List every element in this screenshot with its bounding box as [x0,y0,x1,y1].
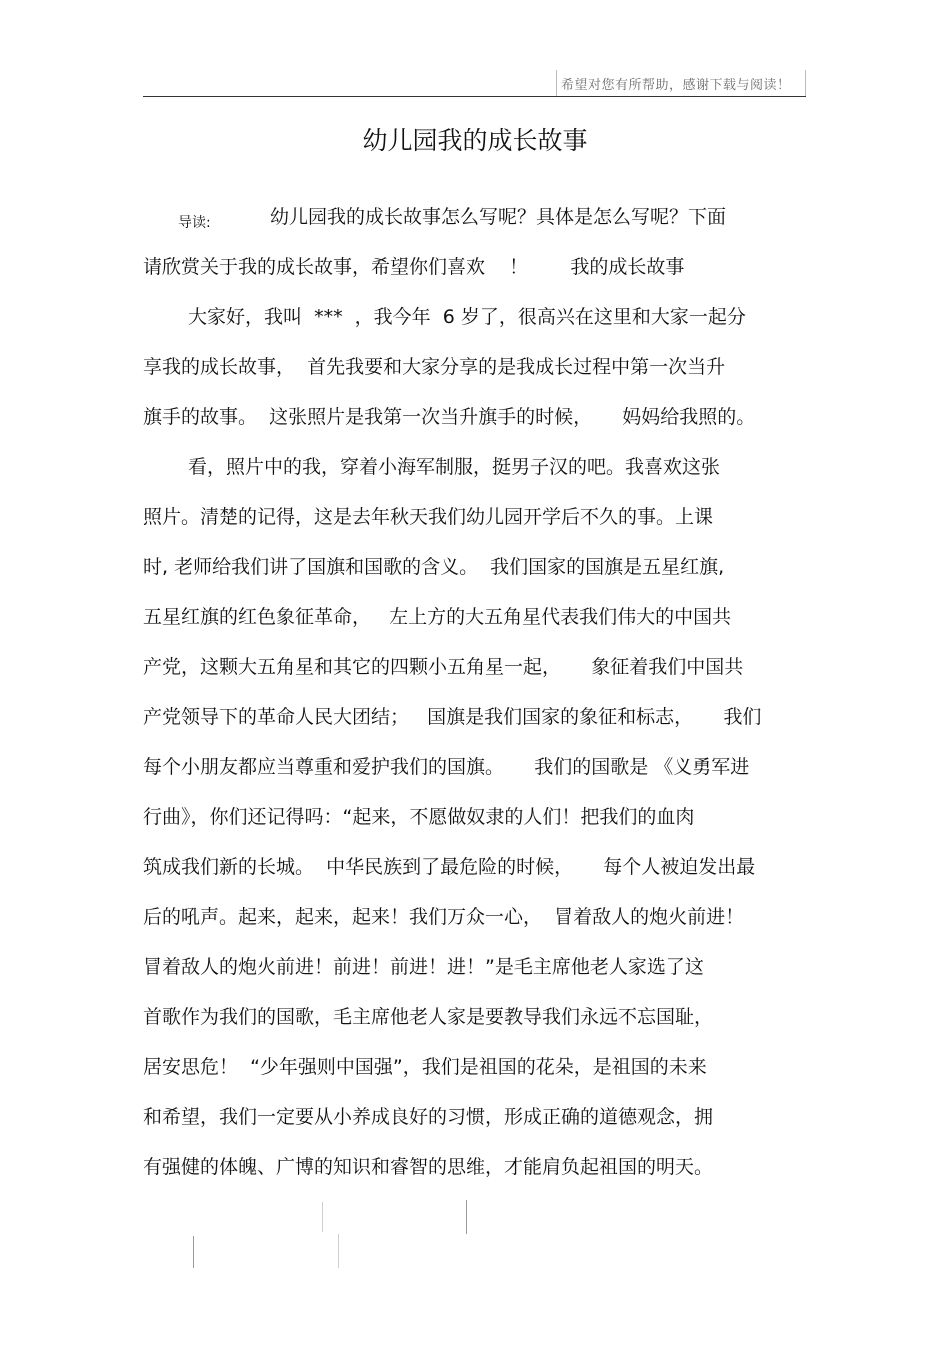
scan-artifact-line [338,1234,339,1268]
scan-artifact-line [322,1202,323,1232]
paragraph-line: 照片。清楚的记得，这是去年秋天我们幼儿园开学后不久的事。上课 [143,506,714,528]
paragraph-line: 筑成我们新的长城。 中华民族到了最危险的时候， 每个人被迫发出最 [143,856,756,878]
header-note: 希望对您有所帮助，感谢下载与阅读！ [561,78,791,93]
paragraph-line: 首歌作为我们的国歌，毛主席他老人家是要教导我们永远不忘国耻， [143,1006,714,1028]
paragraph-line: 看，照片中的我，穿着小海军制服，挺男子汉的吧。我喜欢这张 [188,456,721,478]
paragraph-line: 和希望，我们一定要从小养成良好的习惯，形成正确的道德观念，拥 [143,1106,714,1128]
scan-artifact-line [466,1200,467,1234]
header-divider [143,96,806,97]
paragraph-line: 请欣赏关于我的成长故事，希望你们喜欢 ！ 我的成长故事 [143,256,685,278]
paragraph-line: 幼儿园我的成长故事怎么写呢？具体是怎么写呢？下面 [270,206,727,228]
paragraph-line: 五星红旗的红色象征革命， 左上方的大五角星代表我们伟大的中国共 [143,606,732,628]
paragraph-line: 享我的成长故事， 首先我要和大家分享的是我成长过程中第一次当升 [143,356,726,378]
document-title: 幼儿园我的成长故事 [362,126,588,155]
paragraph-line: 大家好，我叫 *** ，我今年 6 岁了，很高兴在这里和大家一起分 [188,306,746,328]
lead-label: 导读: [178,215,211,231]
scan-artifact-line [193,1236,194,1268]
paragraph-line: 时, 老师给我们讲了国旗和国歌的含义。 我们国家的国旗是五星红旗, [143,556,725,578]
paragraph-line: 每个小朋友都应当尊重和爱护我们的国旗。 我们的国歌是 《义勇军进 [143,756,750,778]
paragraph-line: 冒着敌人的炮火前进！前进！前进！进！”是毛主席他老人家选了这 [143,956,704,978]
paragraph-line: 有强健的体魄、广博的知识和睿智的思维，才能肩负起祖国的明天。 [143,1156,714,1178]
paragraph-line: 后的吼声。起来，起来，起来！我们万众一心， 冒着敌人的炮火前进！ [143,906,745,928]
paragraph-line: 产党，这颗大五角星和其它的四颗小五角星一起， 象征着我们中国共 [143,656,744,678]
paragraph-line: 行曲》，你们还记得吗：“起来，不愿做奴隶的人们！把我们的血肉 [143,806,695,828]
paragraph-line: 产党领导下的革命人民大团结； 国旗是我们国家的象征和标志， 我们 [143,706,762,728]
paragraph-line: 居安思危！ “少年强则中国强”，我们是祖国的花朵，是祖国的未来 [143,1056,707,1078]
paragraph-line: 旗手的故事。 这张照片是我第一次当升旗手的时候， 妈妈给我照的。 [143,406,756,428]
